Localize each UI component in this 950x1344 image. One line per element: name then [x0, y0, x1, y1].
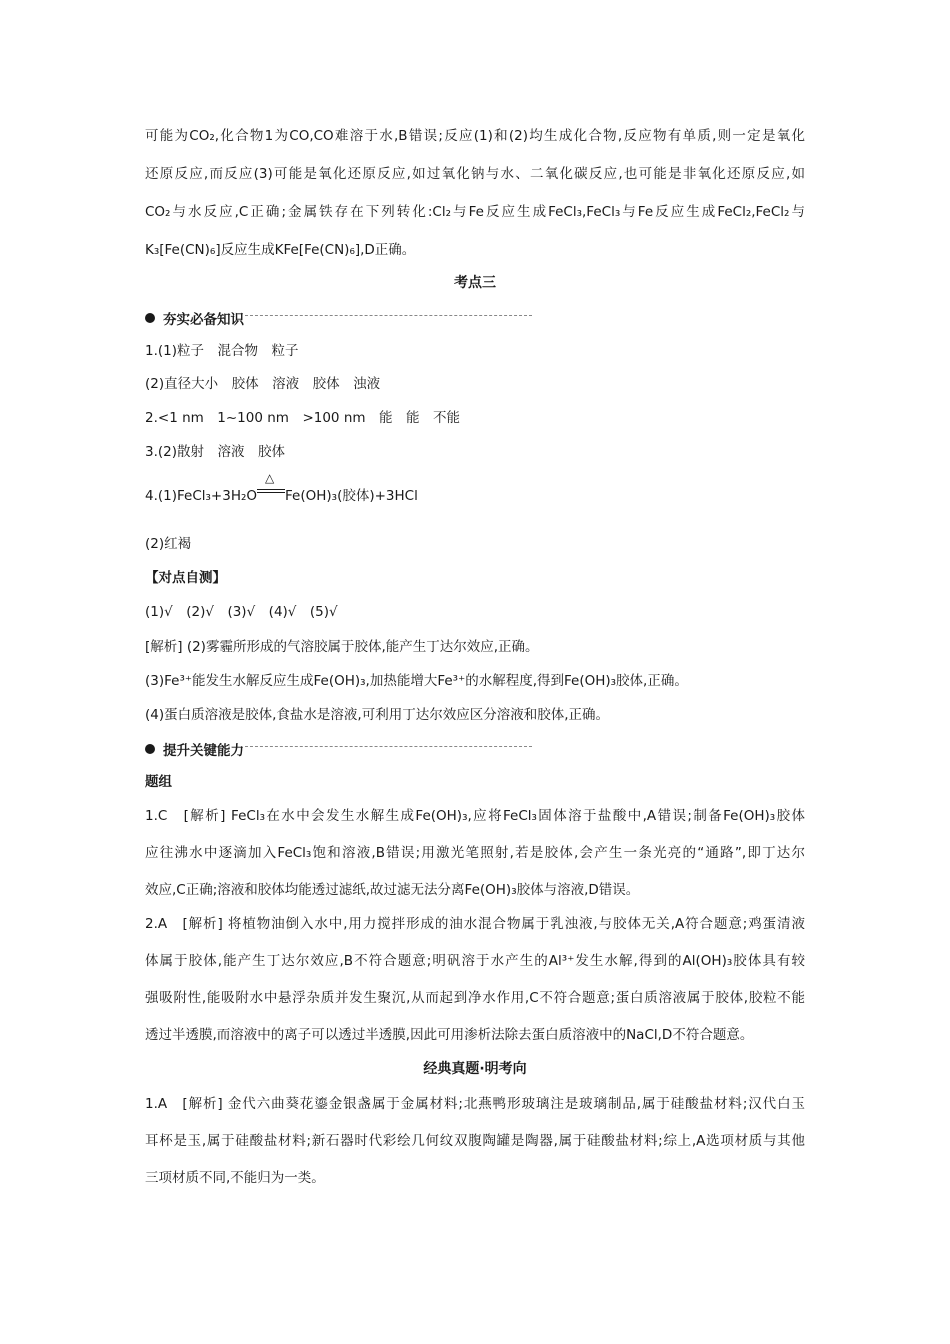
dashed-divider	[245, 315, 532, 316]
classic-line: 1.A [解析] 金代六曲葵花鎏金银盏属于金属材料;北燕鸭形玻璃注是玻璃制品,属于硅酸盐材料;汉代白玉	[145, 1096, 805, 1112]
question-line: 2.A [解析] 将植物油倒入水中,用力搅拌形成的油水混合物属于乳浊液,与胶体无关,A符合题意;鸡蛋清液	[145, 916, 805, 932]
equation-right: Fe(OH)₃(胶体)+3HCl	[285, 488, 418, 504]
ability-heading-label: 提升关键能力	[163, 743, 244, 759]
paragraph-line: K₃[Fe(CN)₆]反应生成KFe[Fe(CN)₆],D正确。	[145, 242, 416, 258]
knowledge-heading	[145, 308, 244, 328]
dashed-divider	[245, 746, 532, 747]
bullet-icon	[145, 313, 155, 323]
classic-line: 耳杯是玉,属于硅酸盐材料;新石器时代彩绘几何纹双腹陶罐是陶器,属于硅酸盐材料;综上,A选项材质与其他	[145, 1133, 805, 1149]
classic-title: 经典真题·明考向	[423, 1061, 527, 1077]
paragraph-line: 可能为CO₂,化合物1为CO,CO难溶于水,B错误;反应(1)和(2)均生成化合物,反应物有单质,则一定是氧化	[145, 128, 805, 144]
answer-line: 3.(2)散射 溶液 胶体	[145, 444, 286, 460]
explanation-line: (3)Fe³⁺能发生水解反应生成Fe(OH)₃,加热能增大Fe³⁺的水解程度,得到Fe(OH)₃胶体,正确。	[145, 673, 688, 689]
heat-equals-icon	[257, 471, 285, 500]
answer-line: 2.<1 nm 1~100 nm >100 nm 能 能 不能	[145, 410, 461, 426]
question-line: 强吸附性,能吸附水中悬浮杂质并发生聚沉,从而起到净水作用,C不符合题意;蛋白质溶液属于胶体,胶粒不能	[145, 990, 805, 1006]
explanation-line: (4)蛋白质溶液是胶体,食盐水是溶液,可利用丁达尔效应区分溶液和胶体,正确。	[145, 707, 609, 723]
ability-heading	[145, 739, 244, 759]
classic-line: 三项材质不同,不能归为一类。	[145, 1170, 325, 1186]
group-label: 题组	[145, 774, 172, 790]
section-title: 考点三	[454, 275, 496, 291]
heat-symbol: △	[265, 471, 275, 485]
equation-line	[145, 471, 418, 506]
answer-line: (2)红褐	[145, 536, 192, 552]
bullet-icon	[145, 744, 155, 754]
question-line: 效应,C正确;溶液和胶体均能透过滤纸,故过滤无法分离Fe(OH)₃胶体与溶液,D错误。	[145, 882, 640, 898]
equation-left: 4.(1)FeCl₃+3H₂O	[145, 488, 258, 504]
paragraph-line: CO₂与水反应,C正确;金属铁存在下列转化:Cl₂与Fe反应生成FeCl₃,FeCl₃与Fe反应生成FeCl₂,FeCl₂与	[145, 204, 805, 220]
selftest-answers: (1)√ (2)√ (3)√ (4)√ (5)√	[145, 604, 338, 620]
answer-line: 1.(1)粒子 混合物 粒子	[145, 343, 299, 359]
question-line: 应往沸水中逐滴加入FeCl₃饱和溶液,B错误;用激光笔照射,若是胶体,会产生一条光亮的“通路”,即丁达尔	[145, 845, 805, 861]
knowledge-heading-label: 夯实必备知识	[163, 312, 244, 328]
selftest-heading: 【对点自测】	[145, 570, 226, 586]
paragraph-line: 还原反应,而反应(3)可能是氧化还原反应,如过氧化钠与水、二氧化碳反应,也可能是非氧化还原反应,如	[145, 166, 805, 182]
question-line: 1.C [解析] FeCl₃在水中会发生水解生成Fe(OH)₃,应将FeCl₃固体溶于盐酸中,A错误;制备Fe(OH)₃胶体	[145, 808, 805, 824]
question-line: 体属于胶体,能产生丁达尔效应,B不符合题意;明矾溶于水产生的Al³⁺发生水解,得到的Al(OH)₃胶体具有较	[145, 953, 805, 969]
explanation-line: [解析] (2)雾霾所形成的气溶胶属于胶体,能产生丁达尔效应,正确。	[145, 639, 539, 655]
question-line: 透过半透膜,而溶液中的离子可以透过半透膜,因此可用渗析法除去蛋白质溶液中的NaCl,D不符合题意。	[145, 1027, 754, 1043]
answer-line: (2)直径大小 胶体 溶液 胶体 浊液	[145, 376, 381, 392]
